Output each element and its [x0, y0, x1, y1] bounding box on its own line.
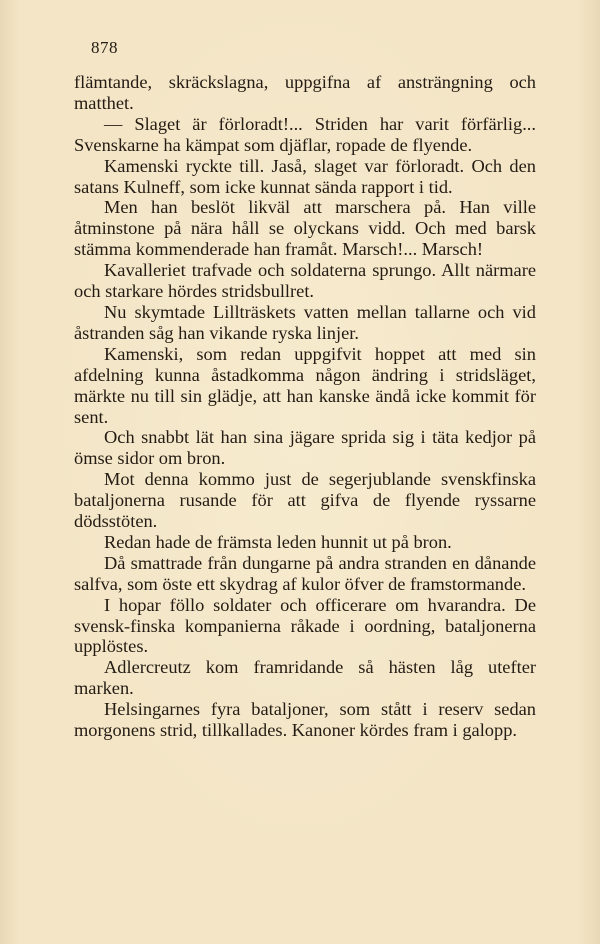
paragraph-8: Och snabbt lät han sina jägare sprida sig i täta kedjor på ömse sidor om bron. [74, 427, 536, 469]
paragraph-5: Kavalleriet trafvade och soldaterna sprungo. Allt närmare och starkare hördes stridsbullret. [74, 260, 536, 302]
paragraph-12: I hopar föllo soldater och officerare om hvarandra. De svensk-finska kompanierna råkade i oordning, bataljonerna upplöstes. [74, 594, 536, 657]
paragraph-11: Då smattrade från dungarne på andra stranden en dånande salfva, som öste ett skydrag af kulor öfver de framstormande. [74, 552, 536, 594]
paragraph-10: Redan hade de främsta leden hunnit ut på bron. [104, 531, 452, 552]
body-text [74, 72, 536, 741]
paragraph-4: Men han beslöt likväl att marschera på. Han ville åtminstone på nära håll se olyckans vidd. Och med barsk stämma kommenderade han framåt. Marsch!... Marsch! [74, 197, 536, 260]
paragraph-7: Kamenski, som redan uppgifvit hoppet att med sin afdelning kunna åstadkomma någon ändring i stridsläget, märkte nu till sin glädje, att han kanske ändå icke kommit för sent. [74, 343, 536, 427]
paragraph-2: — Slaget är förloradt!... Striden har varit förfärlig... Svenskarne ha kämpat som djäflar, ropade de flyende. [74, 113, 536, 155]
page-number: 878 [91, 38, 118, 57]
paragraph-9: Mot denna kommo just de segerjublande svenskfinska bataljonerna rusande för att gifva de flyende ryssarne dödsstöten. [74, 469, 536, 532]
paragraph-14: Helsingarnes fyra bataljoner, som stått i reserv sedan morgonens strid, tillkallades. Kanoner kördes fram i galopp. [74, 699, 536, 741]
paragraph-13: Adlercreutz kom framridande så hästen låg utefter marken. [74, 657, 536, 699]
paragraph-1: flämtande, skräckslagna, uppgifna af ansträngning och matthet. [74, 72, 536, 113]
paragraph-6: Nu skymtade Lillträskets vatten mellan tallarne och vid åstranden såg han vikande ryska linjer. [74, 301, 536, 343]
paragraph-3: Kamenski ryckte till. Jaså, slaget var förloradt. Och den satans Kulneff, som icke kunnat sända rapport i tid. [74, 155, 536, 197]
